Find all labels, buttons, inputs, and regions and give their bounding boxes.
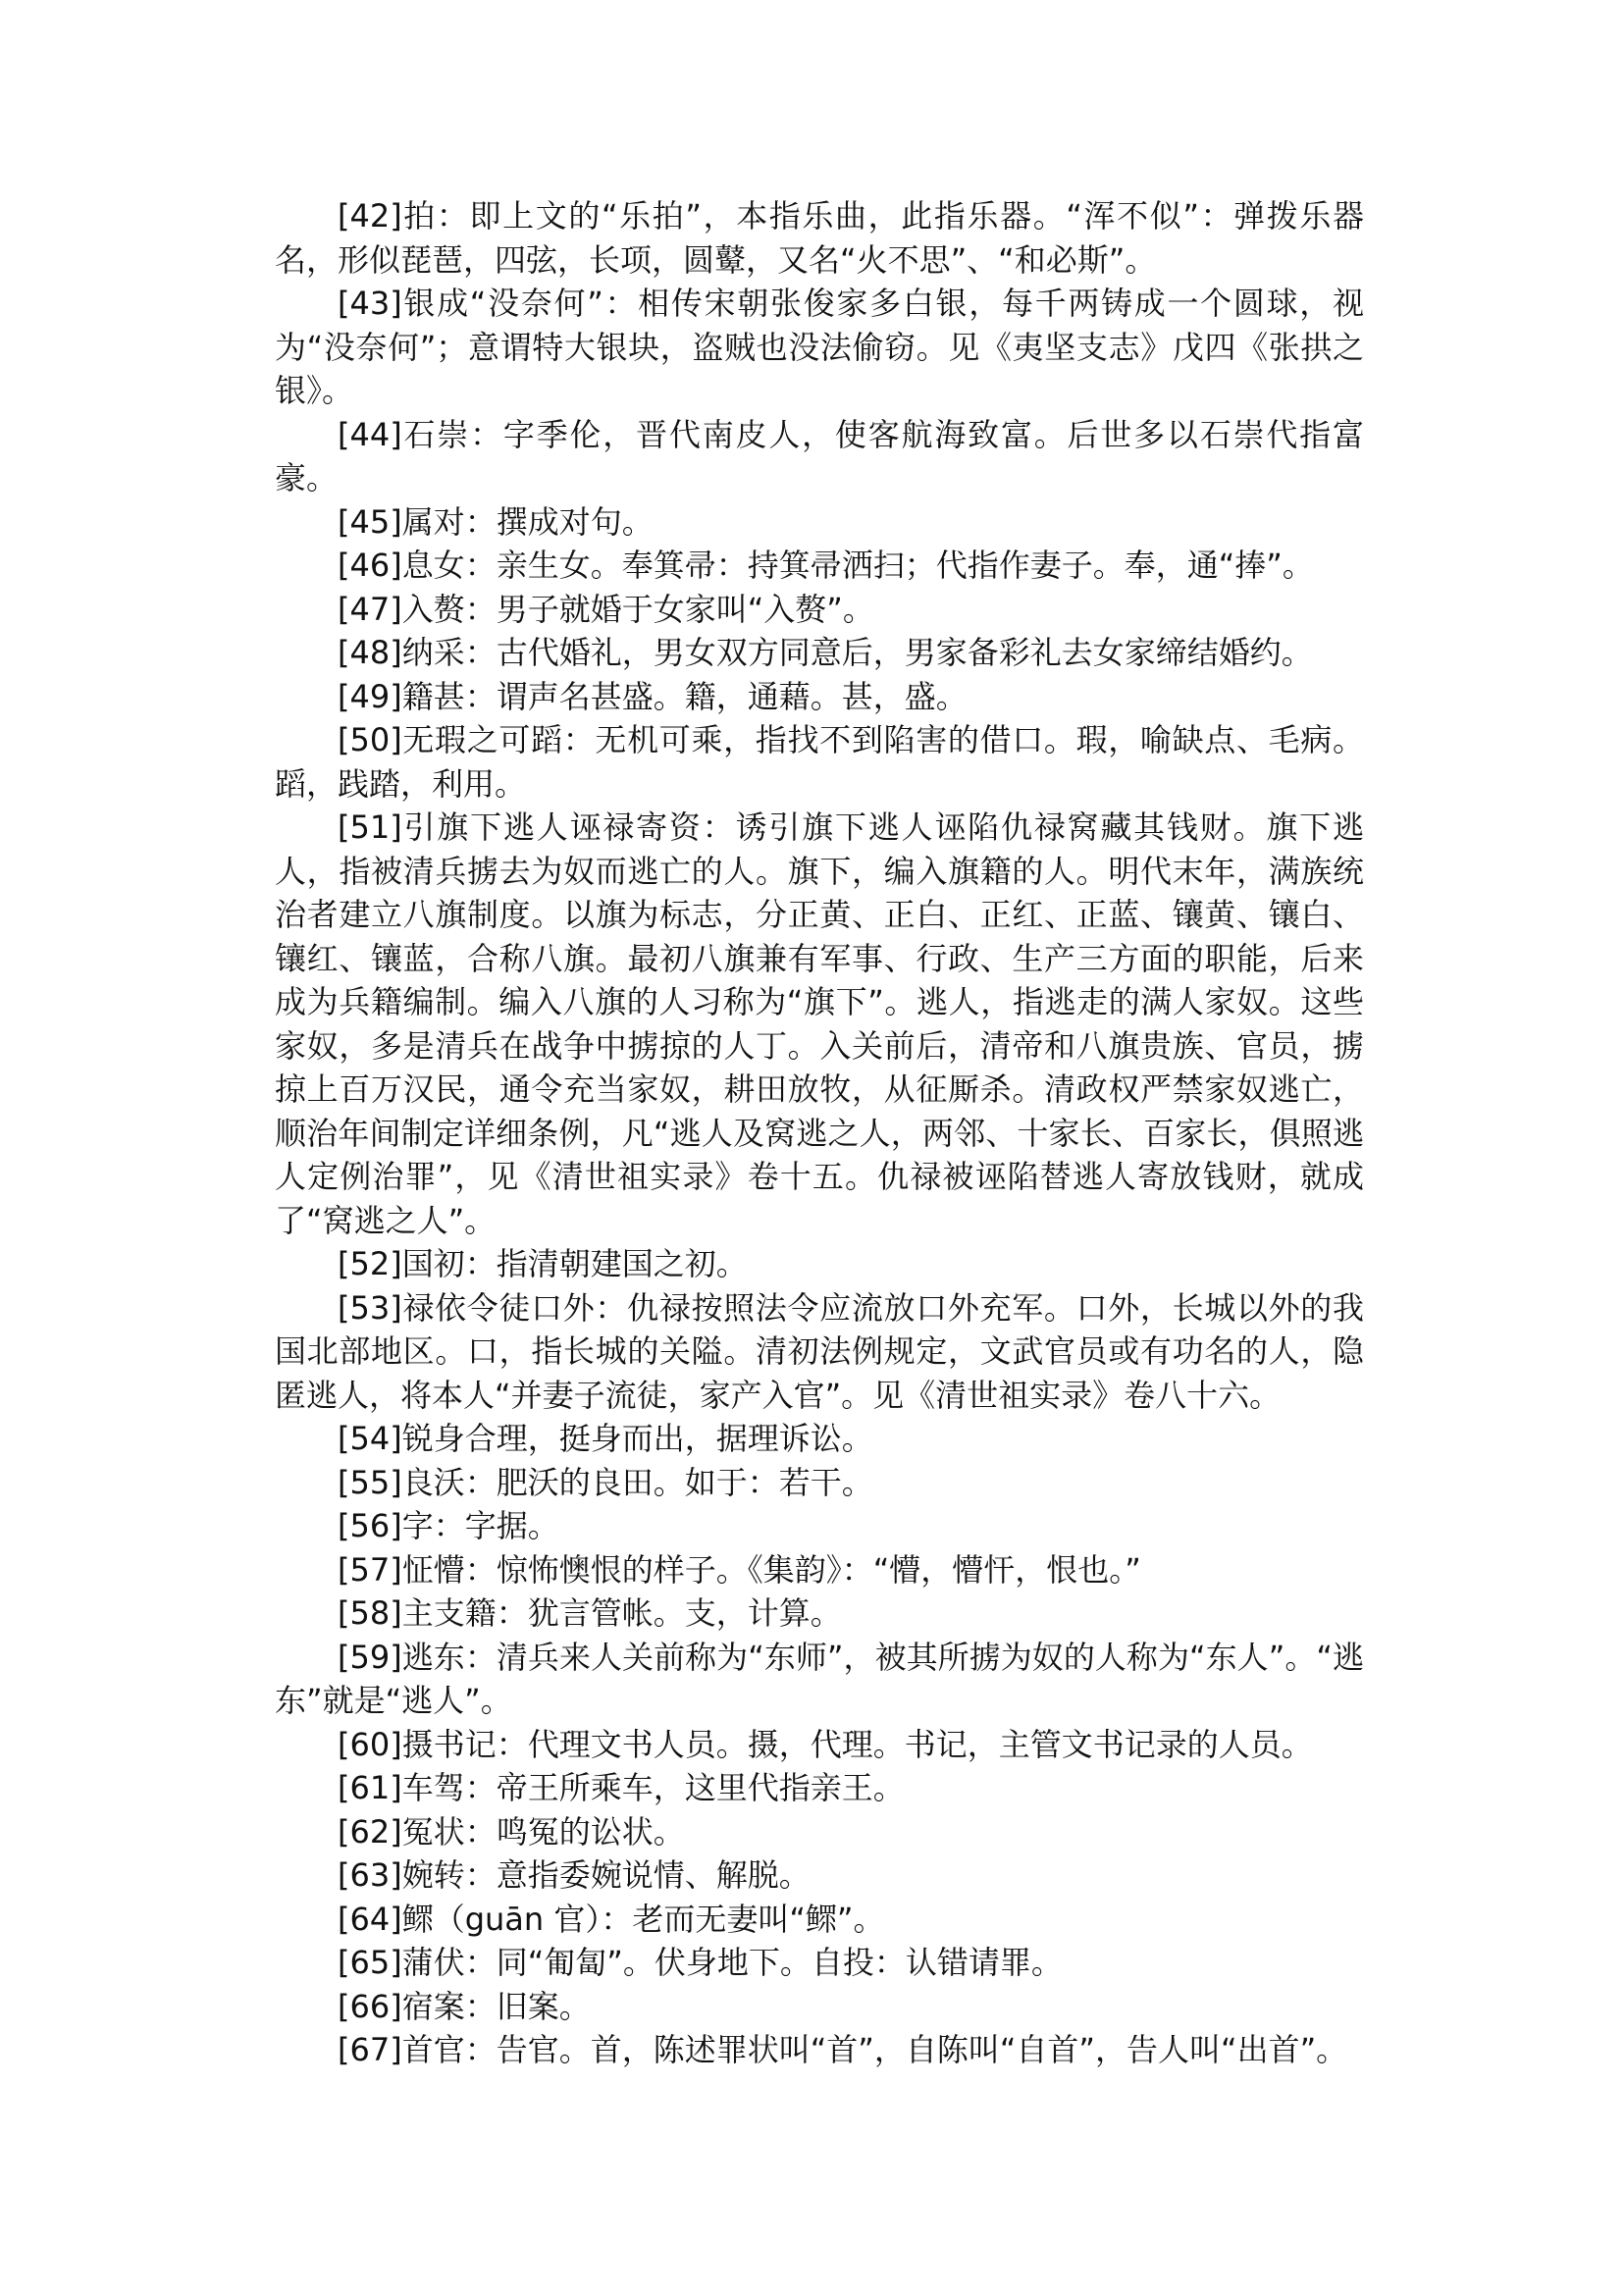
- note-61: [61]车驾：帝王所乘车，这里代指亲王。: [338, 1769, 905, 1806]
- note-56: [56]字：字据。: [338, 1507, 559, 1544]
- note-60: [60]摄书记：代理文书人员。摄，代理。书记，主管文书记录的人员。: [338, 1725, 1313, 1763]
- note-57: [57]怔懵：惊怖懊恨的样子。《集韵》：“懵，懵忓，恨也。”: [338, 1550, 1141, 1589]
- note-67: [67]首官：告官。首，陈述罪状叫“首”，自陈叫“自首”，告人叫“出首”。: [338, 2031, 1348, 2068]
- note-44: [44]石崇：字季伦，晋代南皮人，使客航海致富。后世多以石崇代指富豪。: [275, 415, 1364, 496]
- note-47: [47]入赘：男子就婚于女家叫“入赘”。: [338, 590, 874, 628]
- note-45: [45]属对：撰成对句。: [338, 502, 654, 541]
- note-49: [49]籍甚：谓声名甚盛。籍，通藉。甚，盛。: [338, 677, 968, 715]
- note-46: [46]息女：亲生女。奉箕帚：持箕帚洒扫；代指作妻子。奉，通“捧”。: [338, 547, 1314, 584]
- note-66: [66]宿案：旧案。: [338, 1987, 591, 2025]
- note-58: [58]主支籍：犹言管帐。支，计算。: [338, 1594, 842, 1632]
- note-64: [64]鳏（guān 官）：老而无妻叫“鳏”。: [338, 1900, 885, 1938]
- note-59: [59]逃东：清兵来人关前称为“东师”，被其所掳为奴的人称为“东人”。“逃东”就是“逃人”。: [275, 1638, 1364, 1719]
- note-50: [50]无瑕之可蹈：无机可乘，指找不到陷害的借口。瑕，喻缺点、毛病。蹈，践踏，利用。: [275, 721, 1364, 803]
- note-55: [55]良沃：肥沃的良田。如于：若干。: [338, 1463, 873, 1501]
- note-65: [65]蒲伏：同“匍匐”。伏身地下。自投：认错请罪。: [338, 1944, 1063, 1981]
- note-52: [52]国初：指清朝建国之初。: [338, 1245, 748, 1282]
- note-42: [42]拍：即上文的“乐拍”，本指乐曲，此指乐器。“浑不似”：弹拨乐器名，形似琵琶，四弦，长项，圆鼙，又名“火不思”、“和必斯”。: [275, 197, 1364, 279]
- note-43: [43]银成“没奈何”：相传宋朝张俊家多白银，每千两铸成一个圆球，视为“没奈何”；意谓特大银块，盗贼也没法偷窃。见《夷坚支志》戊四《张拱之银》。: [275, 285, 1364, 409]
- note-53: [53]禄依令徒口外：仇禄按照法令应流放口外充军。口外，长城以外的我国北部地区。口，指长城的关隘。清初法例规定，文武官员或有功名的人，隐匿逃人，将本人“并妻子流徒，家产入官”。见《清世祖实录》卷八十六。: [275, 1288, 1364, 1414]
- note-48: [48]纳采：古代婚礼，男女双方同意后，男家备彩礼去女家缔结婚约。: [338, 634, 1313, 671]
- note-51: [51]引旗下逃人诬禄寄资：诱引旗下逃人诬陷仇禄窝藏其钱财。旗下逃人，指被清兵掳去为奴而逃亡的人。旗下，编入旗籍的人。明代末年，满族统治者建立八旗制度。以旗为标志，分正黄、正白、正红、正蓝、镶黄、镶白、镶红、镶蓝，合称八旗。最初八旗兼有军事、行政、生产三方面的职能，后来成为兵籍编制。编入八旗的人习称为“旗下”。逃人，指逃走的满人家奴。这些家奴，多是清兵在战争中掳掠的人丁。入关前后，清帝和八旗贵族、官员，掳掠上百万汉民，通令充当家奴，耕田放牧，从征厮杀。清政权严禁家奴逃亡，顺治年间制定详细条例，凡“逃人及窝逃之人，两邻、十家长、百家长，俱照逃人定例治罪”，见《清世祖实录》卷十五。仇禄被诬陷替逃人寄放钱财，就成了“窝逃之人”。: [275, 808, 1364, 1239]
- note-54: [54]锐身合理，挺身而出，据理诉讼。: [338, 1420, 873, 1457]
- note-63: [63]婉转：意指委婉说情、解脱。: [338, 1856, 811, 1894]
- note-62: [62]冤状：鸣冤的讼状。: [338, 1812, 685, 1851]
- annotation-page: [275, 194, 1364, 2072]
